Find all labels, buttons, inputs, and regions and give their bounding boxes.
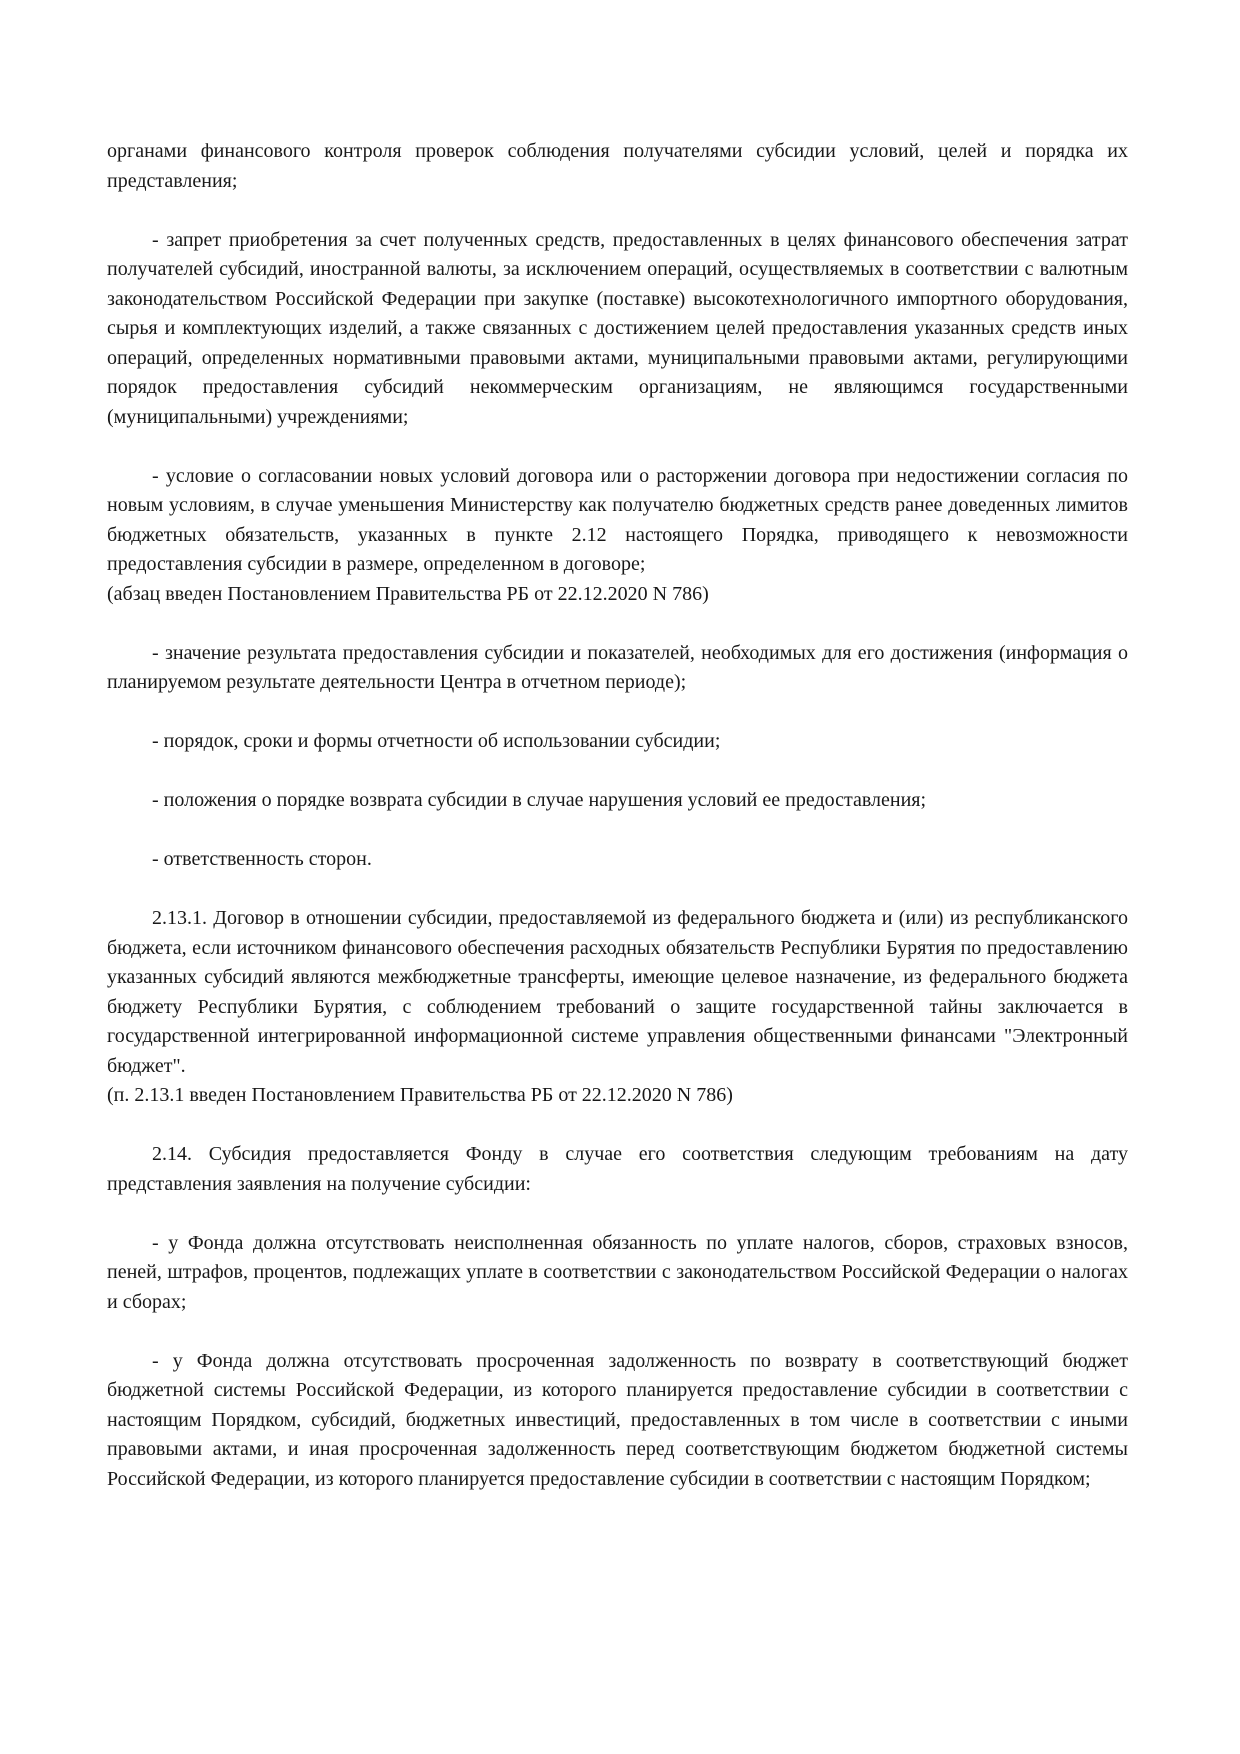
paragraph-2-14: 2.14. Субсидия предоставляется Фонду в случае его соответствия следующим требованиям на дату представления заявления на получение субсидии: — [107, 1143, 1128, 1195]
paragraph-dash-tax-obligations: - у Фонда должна отсутствовать неисполненная обязанность по уплате налогов, сборов, страховых взносов, пеней, штрафов, процентов, подлежащих уплате в соответствии с законодательством Российской Федерации о налогах и сборах; — [107, 1231, 1128, 1313]
paragraph-2-13-1: 2.13.1. Договор в отношении субсидии, предоставляемой из федерального бюджета и (или) из республиканского бюджета, если источником финансового обеспечения расходных обязательств Республики Бурятия по предоставлению указанных субсидий являются межбюджетные трансферты, имеющие целевое назначение, из федерального бюджета бюджету Республики Бурятия, с соблюдением требований о защите государственной тайны заключается в государственной интегрированной информационной системе управления общественными финансами "Электронный бюджет". — [107, 907, 1128, 1077]
paragraph-dash-currency-ban: - запрет приобретения за счет полученных средств, предоставленных в целях финансового обеспечения затрат получателей субсидий, иностранной валюты, за исключением операций, осуществляемых в соответствии с валютным законодательством Российской Федерации при закупке (поставке) высокотехнологичного импортного оборудования, сырья и комплектующих изделий, а также связанных с достижением целей предоставления указанных средств иных операций, определенных нормативными правовыми актами, муниципальными правовыми актами, регулирующими порядок предоставления субсидий некоммерческим организациям, не являющимся государственными (муниципальными) учреждениями; — [107, 228, 1128, 428]
note-amendment-786-2: (п. 2.13.1 введен Постановлением Правительства РБ от 22.12.2020 N 786) — [107, 1084, 733, 1106]
paragraph-dash-overdue-debt: - у Фонда должна отсутствовать просроченная задолженность по возврату в соответствующий бюджет бюджетной системы Российской Федерации, из которого планируется предоставление субсидии в соответствии с настоящим Порядком, субсидий, бюджетных инвестиций, предоставленных в том числе в соответствии с иными правовыми актами, и иная просроченная задолженность перед соответствующим бюджетом бюджетной системы Российской Федерации, из которого планируется предоставление субсидии в соответствии с настоящим Порядком; — [107, 1349, 1128, 1490]
paragraph-dash-result-values: - значение результата предоставления субсидии и показателей, необходимых для его достижения (информация о планируемом результате деятельности Центра в отчетном периоде); — [107, 641, 1128, 693]
paragraph-dash-contract-terms: - условие о согласовании новых условий договора или о расторжении договора при недостижении согласия по новым условиям, в случае уменьшения Министерству как получателю бюджетных средств ранее доведенных лимитов бюджетных обязательств, указанных в пункте 2.12 настоящего Порядка, приводящего к невозможности предоставления субсидии в размере, определенном в договоре; — [107, 464, 1128, 575]
paragraph-dash-return-provisions: - положения о порядке возврата субсидии в случае нарушения условий ее предоставления; — [152, 789, 927, 811]
paragraph-continuation: органами финансового контроля проверок соблюдения получателями субсидии условий, целей и порядка их представления; — [107, 140, 1128, 192]
paragraph-dash-reporting: - порядок, сроки и формы отчетности об использовании субсидии; — [152, 730, 721, 752]
note-amendment-786-1: (абзац введен Постановлением Правительства РБ от 22.12.2020 N 786) — [107, 582, 709, 605]
paragraph-dash-responsibility: - ответственность сторон. — [152, 848, 372, 870]
